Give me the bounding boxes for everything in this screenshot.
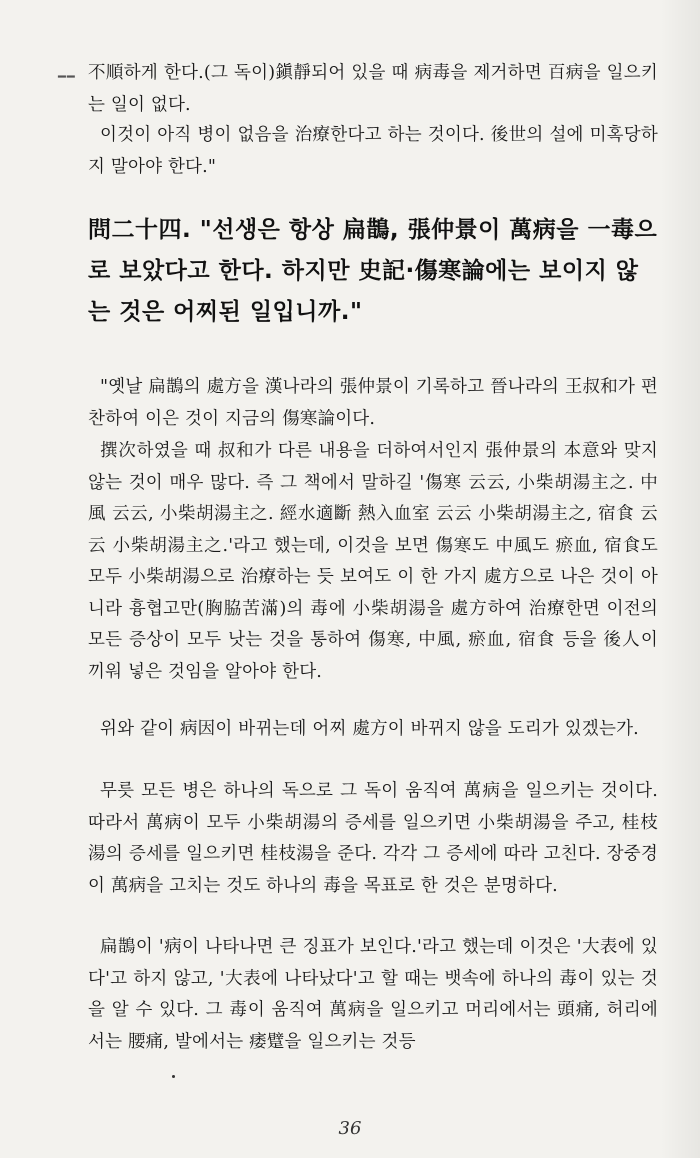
ink-speck bbox=[172, 1075, 175, 1078]
answer-paragraph-1: "옛날 扁鵲의 處方을 漢나라의 張仲景이 기록하고 晉나라의 王叔和가 편찬하여 이은 것이 지금의 傷寒論이다. bbox=[88, 377, 658, 429]
page-edge-shadow bbox=[660, 0, 700, 1158]
page-number: 36 bbox=[338, 1118, 362, 1139]
margin-mark: ━━ bbox=[58, 70, 76, 85]
paragraph-2: 이것이 아직 병이 없음을 治療한다고 하는 것이다. 後世의 설에 미혹당하지 말아야 한다." bbox=[88, 125, 658, 177]
answer-paragraph-2: 撰次하였을 때 叔和가 다른 내용을 더하여서인지 張仲景의 本意와 맞지 않는 것이 매우 많다. 즉 그 책에서 말하길 '傷寒 云云, 小柴胡湯主之. 中風 云云, 小柴胡湯主之. 經水適斷 熱入血室 云云 小柴胡湯主之, 宿食 云云 小柴胡湯主之.'라고 했는데, 이것을 보면 傷寒도 中風도 瘀血, 宿食도 모두 小柴胡湯으로 治療하는 듯 보여도 이 한 가지 處方으로 나은 것이 아니라 흉협고만(胸脇苦滿)의 毒에 小柴胡湯을 處方하여 治療한면 이전의 모든 증상이 모두 낫는 것을 통하여 傷寒, 中風, 瘀血, 宿食 등을 後人이 끼워 넣은 것임을 알아야 한다. bbox=[88, 441, 658, 682]
answer-paragraph-4: 무릇 모든 병은 하나의 독으로 그 독이 움직여 萬病을 일으키는 것이다. 따라서 萬病이 모두 小柴胡湯의 증세를 일으키면 小柴胡湯을 주고, 桂枝湯의 증세를 일으키면 桂枝湯을 준다. 각각 그 증세에 따라 고친다. 장중경이 萬病을 고치는 것도 하나의 毒을 목표로 한 것은 분명하다. bbox=[88, 781, 658, 896]
question-heading: 問二十四. "선생은 항상 扁鵲, 張仲景이 萬病을 一毒으로 보았다고 한다. 하지만 史記·傷寒論에는 보이지 않는 것은 어찌된 일입니까." bbox=[88, 217, 658, 325]
answer-paragraph-5: 扁鵲이 '病이 나타나면 큰 징표가 보인다.'라고 했는데 이것은 '大表에 있다'고 하지 않고, '大表에 나타났다'고 할 때는 뱃속에 하나의 毒이 있는 것을 알 수 있다. 그 毒이 움직여 萬病을 일으키고 머리에서는 頭痛, 허리에서는 腰痛, 발에서는 痿躄을 일으키는 것등 bbox=[88, 937, 658, 1052]
paragraph-1: 不順하게 한다.(그 독이)鎭靜되어 있을 때 病毒을 제거하면 百病을 일으키는 일이 없다. bbox=[88, 63, 658, 115]
answer-paragraph-3: 위와 같이 病因이 바뀌는데 어찌 處方이 바뀌지 않을 도리가 있겠는가. bbox=[100, 719, 639, 739]
